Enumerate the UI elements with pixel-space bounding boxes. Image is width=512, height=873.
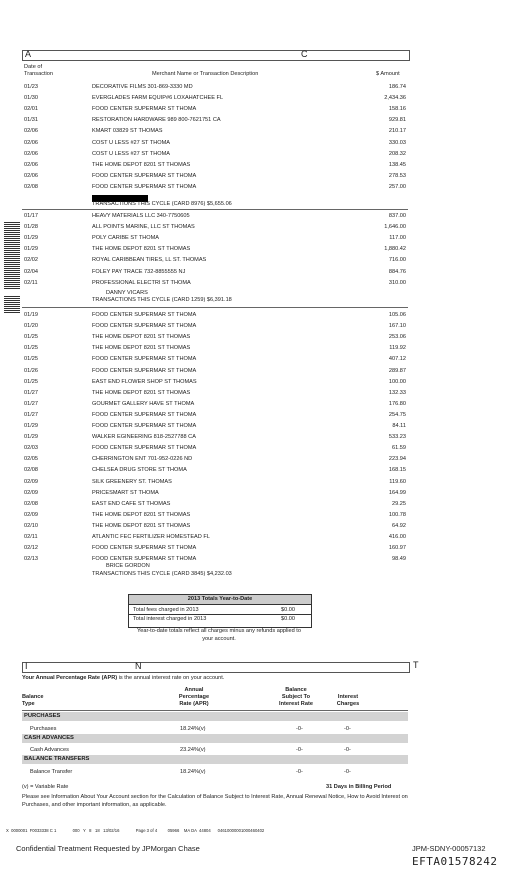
purchases-interest: -0- xyxy=(344,726,351,732)
transaction-row xyxy=(22,445,408,456)
transaction-date: 02/02 xyxy=(24,257,38,264)
transaction-date: 01/23 xyxy=(24,84,38,90)
transaction-amount: 167.10 xyxy=(388,323,406,330)
band-balance-transfers xyxy=(22,755,408,764)
merchant-name: THE HOME DEPOT 8201 ST THOMAS xyxy=(92,334,191,341)
transaction-date: 01/28 xyxy=(24,224,38,231)
transaction-amount: 160.97 xyxy=(388,545,406,552)
divider xyxy=(22,209,408,210)
group2-total: TRANSACTIONS THIS CYCLE (CARD 1259) $6,391.18 xyxy=(92,297,232,303)
merchant-name: THE HOME DEPOT 8201 ST THOMAS xyxy=(92,161,191,168)
section-header-a xyxy=(22,50,410,61)
transaction-row xyxy=(22,334,408,345)
transaction-amount: 168.15 xyxy=(388,467,406,474)
transaction-amount: 716.00 xyxy=(388,257,406,264)
transaction-amount: 119.60 xyxy=(389,478,406,485)
transaction-row xyxy=(22,128,408,139)
transaction-row xyxy=(22,356,408,367)
merchant-name: EAST END CAFE ST THOMAS xyxy=(92,500,171,507)
transaction-row xyxy=(22,151,408,162)
transaction-row xyxy=(22,534,408,545)
purchases-apr: 18.24%(v) xyxy=(180,726,206,732)
transaction-row xyxy=(22,312,408,323)
transaction-row xyxy=(22,106,408,117)
transaction-row xyxy=(22,184,408,195)
transaction-amount: 310.00 xyxy=(388,279,406,286)
ytd-note: Year-to-date totals reflect all charges minus any refunds applied to your account. xyxy=(137,628,301,642)
merchant-name: FOOD CENTER SUPERMAR ST THOMA xyxy=(92,367,197,374)
merchant-name: FOOD CENTER SUPERMAR ST THOMA xyxy=(92,356,197,363)
transaction-row xyxy=(22,345,408,356)
transaction-date: 02/06 xyxy=(24,128,38,135)
footer-code-line: X 0000001 F0033338 C 1 000 Y 8 18 13/02/16 Page 3 of 4 05966 MA DA 44804 04610000001000460402 xyxy=(6,828,265,833)
transaction-row xyxy=(22,95,408,106)
merchant-name: SILK GREENERY ST. THOMAS xyxy=(92,478,172,485)
transaction-date: 01/25 xyxy=(24,345,38,352)
band-purchases-label: PURCHASES xyxy=(24,713,61,719)
transaction-row xyxy=(22,323,408,334)
bt-apr: 18.24%(v) xyxy=(180,769,206,775)
transaction-row xyxy=(22,490,408,501)
cardholder-name-2: DANNY VICARS xyxy=(106,290,148,296)
ytd-fees-value: $0.00 xyxy=(281,607,295,613)
apr-intro xyxy=(22,675,224,681)
efta-number: EFTA01578242 xyxy=(412,855,498,868)
cash-subject: -0- xyxy=(296,747,303,753)
transaction-date: 01/31 xyxy=(24,117,38,124)
transaction-date: 01/27 xyxy=(24,389,38,396)
merchant-name: EAST END FLOWER SHOP ST THOMAS xyxy=(92,378,197,385)
merchant-name: FOOD CENTER SUPERMAR ST THOMA xyxy=(92,445,197,452)
transaction-date: 02/06 xyxy=(24,161,38,168)
transaction-amount: 254.75 xyxy=(388,411,406,418)
transaction-amount: 64.92 xyxy=(392,522,406,529)
transaction-amount: 29.25 xyxy=(392,500,406,507)
section-letter-t: T xyxy=(413,660,419,670)
transaction-date: 01/27 xyxy=(24,400,38,407)
transaction-row xyxy=(22,479,408,490)
transaction-amount: 186.74 xyxy=(388,84,406,90)
transaction-amount: 105.06 xyxy=(388,312,406,318)
transaction-row xyxy=(22,269,408,280)
merchant-name: HEAVY MATERIALS LLC 340-7750605 xyxy=(92,213,190,219)
merchant-name: CHELSEA DRUG STORE ST THOMA xyxy=(92,467,187,474)
section-letter-i: I xyxy=(25,661,28,671)
transaction-amount: 164.99 xyxy=(388,489,406,496)
merchant-name: ROYAL CARIBBEAN TIRES, LL ST. THOMAS xyxy=(92,257,207,264)
transaction-date: 01/29 xyxy=(24,434,38,441)
transaction-amount: 416.00 xyxy=(388,534,406,540)
transaction-row xyxy=(22,379,408,390)
transaction-date: 02/04 xyxy=(24,268,38,275)
merchant-name: CHERRINGTON ENT 701-952-0226 ND xyxy=(92,456,193,463)
transaction-amount: 176.80 xyxy=(388,400,406,407)
merchant-name: THE HOME DEPOT 8201 ST THOMAS xyxy=(92,511,191,518)
transaction-row xyxy=(22,140,408,151)
section-letter-n: N xyxy=(135,661,142,671)
transaction-amount: 210.17 xyxy=(388,128,406,135)
transaction-date: 02/03 xyxy=(24,445,38,452)
bt-interest: -0- xyxy=(344,769,351,775)
transaction-date: 01/29 xyxy=(24,423,38,429)
transaction-amount: 884.76 xyxy=(388,268,406,275)
transaction-row xyxy=(22,390,408,401)
transaction-date: 01/17 xyxy=(24,213,38,219)
ytd-interest-value: $0.00 xyxy=(281,616,295,622)
cash-apr: 23.24%(v) xyxy=(180,747,206,753)
bates-number: JPM-SDNY-00057132 xyxy=(412,844,486,853)
merchant-name: THE HOME DEPOT 8201 ST THOMAS xyxy=(92,345,191,352)
transaction-amount: 2,434.36 xyxy=(384,95,406,102)
transaction-amount: 119.92 xyxy=(389,345,406,352)
transaction-amount: 257.00 xyxy=(388,183,406,190)
transaction-row xyxy=(22,412,408,423)
transaction-amount: 929.81 xyxy=(388,117,406,124)
bt-subject: -0- xyxy=(296,769,303,775)
cash-interest: -0- xyxy=(344,747,351,753)
merchant-name: THE HOME DEPOT 8201 ST THOMAS xyxy=(92,389,191,396)
transaction-date: 02/08 xyxy=(24,467,38,474)
band-cash-advances xyxy=(22,734,408,743)
merchant-name: FOOD CENTER SUPERMAR ST THOMA xyxy=(92,312,197,318)
merchant-name: COST U LESS #27 ST THOMA xyxy=(92,150,171,157)
transaction-amount: 253.06 xyxy=(388,334,406,341)
transaction-date: 02/06 xyxy=(24,172,38,179)
transaction-date: 01/30 xyxy=(24,95,38,102)
transaction-date: 02/06 xyxy=(24,139,38,146)
merchant-name: FOOD CENTER SUPERMAR ST THOMA xyxy=(92,106,197,113)
merchant-name: FOOD CENTER SUPERMAR ST THOMA xyxy=(92,411,197,418)
transaction-amount: 330.03 xyxy=(388,139,406,146)
transaction-amount: 132.33 xyxy=(388,389,406,396)
transaction-date: 02/10 xyxy=(24,522,38,529)
transaction-amount: 61.59 xyxy=(392,445,406,452)
section-header-int xyxy=(22,662,410,673)
transaction-amount: 278.53 xyxy=(388,172,406,179)
ytd-interest-label: Total interest charged in 2013 xyxy=(133,616,207,622)
transaction-row xyxy=(22,545,408,556)
col-apr: Annual Percentage Rate (APR) xyxy=(178,687,210,707)
ytd-totals-box xyxy=(128,594,312,628)
band-purchases xyxy=(22,712,408,721)
transaction-date: 02/06 xyxy=(24,150,38,157)
transaction-row xyxy=(22,257,408,268)
transaction-row xyxy=(22,224,408,235)
merchant-name: FOOD CENTER SUPERMAR ST THOMA xyxy=(92,423,197,429)
transaction-amount: 98.49 xyxy=(392,556,406,563)
transaction-row xyxy=(22,467,408,478)
transaction-amount: 138.45 xyxy=(388,161,406,168)
merchant-name: THE HOME DEPOT 8201 ST THOMAS xyxy=(92,246,191,253)
transaction-date: 01/29 xyxy=(24,246,38,253)
merchant-name: COST U LESS #27 ST THOMA xyxy=(92,139,171,146)
transaction-amount: 223.94 xyxy=(388,456,406,463)
transaction-row xyxy=(22,162,408,173)
transaction-date: 02/13 xyxy=(24,556,38,563)
transaction-row xyxy=(22,523,408,534)
purchases-subject: -0- xyxy=(296,726,303,732)
cardholder-name-3: BRICE GORDON xyxy=(106,563,150,569)
apr-intro-bold: Your Annual Percentage Rate (APR) xyxy=(22,675,118,681)
transaction-date: 01/27 xyxy=(24,411,38,418)
see-info-note: Please see Information About Your Account section for the Calculation of Balance Subject to Interest Rate, Annual Renewal Notice, How to Avoid Interest on Purchases, and other important information, as applicable. xyxy=(22,794,408,808)
apr-intro-rest: is the annual interest rate on your account. xyxy=(117,675,225,681)
header-merchant: Merchant Name or Transaction Description xyxy=(152,71,259,77)
transaction-date: 02/08 xyxy=(24,500,38,507)
transaction-date: 02/01 xyxy=(24,106,38,113)
transaction-amount: 84.11 xyxy=(392,423,406,429)
transaction-row xyxy=(22,213,408,224)
divider xyxy=(22,307,408,308)
header-date: Date of Transaction xyxy=(24,64,54,77)
transaction-date: 01/25 xyxy=(24,356,38,363)
group1-total: TRANSACTIONS THIS CYCLE (CARD 8976) $5,655.06 xyxy=(92,201,232,207)
band-cash-label: CASH ADVANCES xyxy=(24,735,74,741)
merchant-name: RESTORATION HARDWARE 989 800-7621751 CA xyxy=(92,117,221,124)
transaction-row xyxy=(22,84,408,95)
col-balance-type: Balance Type xyxy=(22,694,44,707)
merchant-name: PRICESMART ST THOMA xyxy=(92,489,159,496)
transaction-row xyxy=(22,235,408,246)
merchant-name: THE HOME DEPOT 8201 ST THOMAS xyxy=(92,522,191,529)
merchant-name: EVERGLADES FARM EQUIP#6 LOXAHATCHEE FL xyxy=(92,95,224,102)
transaction-date: 01/25 xyxy=(24,334,38,341)
ytd-title: 2013 Totals Year-to-Date xyxy=(129,595,311,605)
merchant-name: PROFESSIONAL ELECTRI ST THOMA xyxy=(92,279,191,286)
merchant-name: WALKER EGINEERING 818-2527788 CA xyxy=(92,434,196,441)
group3-total: TRANSACTIONS THIS CYCLE (CARD 3845) $4,232.03 xyxy=(92,571,232,577)
section-letter-c: C xyxy=(301,49,308,59)
transaction-date: 01/26 xyxy=(24,367,38,374)
variable-rate-note: (v) = Variable Rate xyxy=(22,784,69,790)
transaction-date: 02/08 xyxy=(24,183,38,190)
transaction-amount: 289.87 xyxy=(388,367,406,374)
merchant-name: POLY CARIBE ST THOMA xyxy=(92,235,160,242)
transaction-row xyxy=(22,368,408,379)
transaction-amount: 1,646.00 xyxy=(384,224,406,231)
transaction-amount: 100.78 xyxy=(388,511,406,518)
transaction-amount: 100.00 xyxy=(388,378,406,385)
section-letter-a: A xyxy=(25,49,32,59)
merchant-name: DECORATIVE FILMS 301-869-3330 MD xyxy=(92,84,193,90)
transaction-date: 01/29 xyxy=(24,235,38,242)
merchant-name: KMART 03829 ST THOMAS xyxy=(92,128,163,135)
transaction-date: 02/09 xyxy=(24,511,38,518)
transaction-amount: 837.00 xyxy=(388,213,406,219)
transaction-date: 02/09 xyxy=(24,478,38,485)
transaction-amount: 117.00 xyxy=(389,235,406,242)
transaction-amount: 208.32 xyxy=(388,150,406,157)
transaction-date: 02/11 xyxy=(24,534,38,540)
transaction-date: 01/19 xyxy=(24,312,38,318)
barcode-marks xyxy=(4,296,20,314)
merchant-name: FOOD CENTER SUPERMAR ST THOMA xyxy=(92,183,197,190)
confidential-notice: Confidential Treatment Requested by JPMorgan Chase xyxy=(16,844,200,853)
transaction-date: 01/25 xyxy=(24,378,38,385)
purchases-label: Purchases xyxy=(30,726,57,732)
col-subject: Balance Subject To Interest Rate xyxy=(279,687,313,707)
merchant-name: ATLANTIC FEC FERTILIZER HOMESTEAD FL xyxy=(92,534,210,540)
merchant-name: ALL POINTS MARINE, LLC ST THOMAS xyxy=(92,224,195,231)
divider xyxy=(129,614,311,615)
transaction-row xyxy=(22,246,408,257)
divider xyxy=(22,710,408,711)
merchant-name: FOOD CENTER SUPERMAR ST THOMA xyxy=(92,323,197,330)
billing-days: 31 Days in Billing Period xyxy=(326,784,392,790)
transaction-row xyxy=(22,423,408,434)
transaction-row xyxy=(22,456,408,467)
cash-label: Cash Advances xyxy=(30,747,69,753)
transaction-amount: 533.23 xyxy=(388,434,406,441)
merchant-name: FOOD CENTER SUPERMAR ST THOMA xyxy=(92,172,197,179)
transaction-date: 02/09 xyxy=(24,489,38,496)
ytd-fees-label: Total fees charged in 2013 xyxy=(133,607,199,613)
bt-label: Balance Transfer xyxy=(30,769,73,775)
header-amount: $ Amount xyxy=(376,71,400,77)
transaction-row xyxy=(22,173,408,184)
merchant-name: GOURMET GALLERY HAVE ST THOMA xyxy=(92,400,195,407)
transaction-row xyxy=(22,501,408,512)
transaction-amount: 158.16 xyxy=(388,106,406,113)
transaction-row xyxy=(22,117,408,128)
barcode-marks xyxy=(4,222,20,290)
transaction-date: 02/05 xyxy=(24,456,38,463)
band-bt-label: BALANCE TRANSFERS xyxy=(24,756,90,762)
transaction-row xyxy=(22,434,408,445)
transaction-amount: 407.12 xyxy=(388,356,406,363)
transaction-row xyxy=(22,401,408,412)
merchant-name: FOLEY PAY TRACE 732-8855555 NJ xyxy=(92,268,186,275)
transaction-row xyxy=(22,512,408,523)
transaction-date: 02/12 xyxy=(24,545,38,552)
transaction-date: 01/20 xyxy=(24,323,38,330)
merchant-name: FOOD CENTER SUPERMAR ST THOMA xyxy=(92,545,197,552)
transaction-amount: 1,880.42 xyxy=(384,246,406,253)
col-interest: Interest Charges xyxy=(336,694,360,707)
transaction-row xyxy=(22,280,408,291)
transaction-date: 02/11 xyxy=(24,279,38,286)
transaction-row xyxy=(22,556,408,567)
merchant-name: FOOD CENTER SUPERMAR ST THOMA xyxy=(92,556,197,563)
